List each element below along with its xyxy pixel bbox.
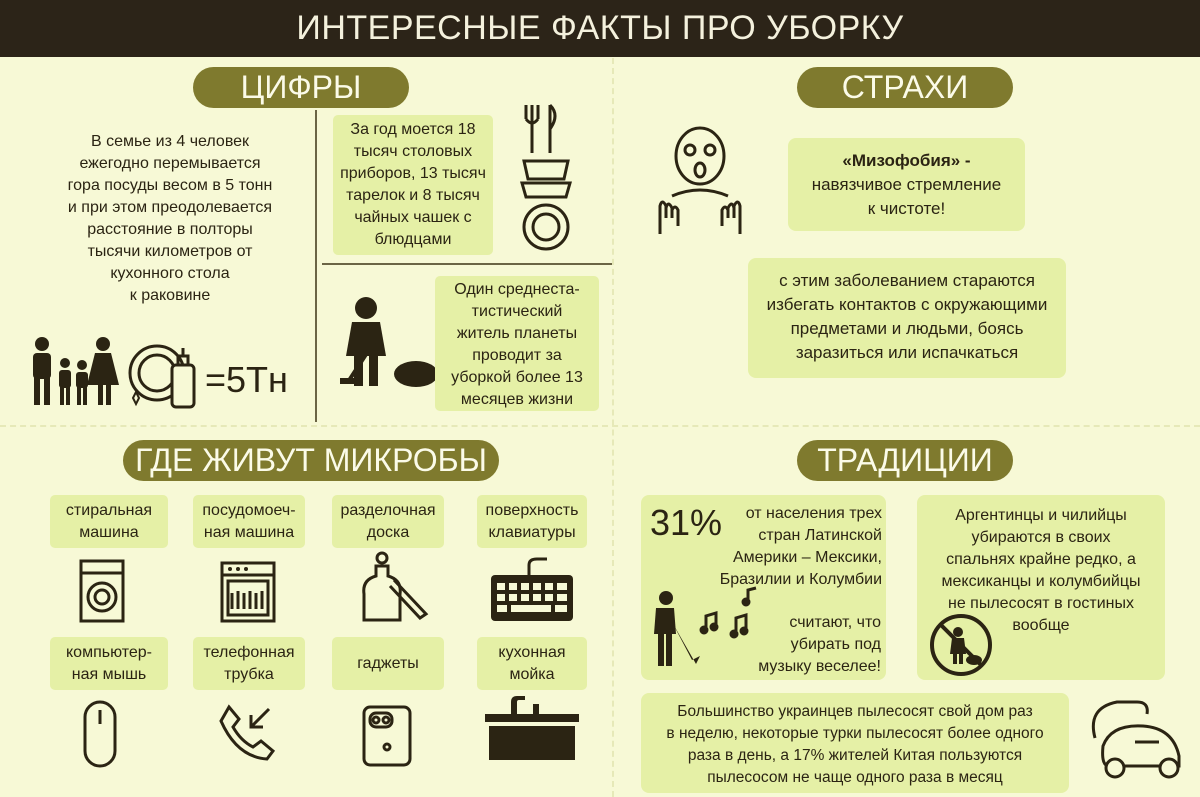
dishwasher-icon: [220, 561, 276, 623]
section-numbers-title: ЦИФРЫ: [193, 67, 409, 108]
phone-handset-icon: [219, 703, 279, 763]
section-microbes-title: ГДЕ ЖИВУТ МИКРОБЫ: [123, 440, 499, 481]
keyboard-icon: [489, 557, 575, 623]
dishes-stack-icon: [518, 103, 574, 255]
horizontal-divider: [0, 425, 1200, 427]
disease-fact-card: с этим заболеванием стараются избегать контактов с окружающими предметами и людьми, боясь заразиться или испачкаться: [748, 258, 1066, 378]
numbers-divider-horizontal: [322, 263, 612, 265]
music-cleaning-icon: [648, 588, 758, 674]
plate-detergent-icon: [125, 340, 200, 412]
microbe-label-phone: телефонная трубка: [193, 637, 305, 690]
cutting-board-icon: [360, 550, 430, 625]
music-fact-text: считают, что убирать под музыку веселее!: [758, 614, 881, 675]
microbe-label-keyboard: поверхность клавиатуры: [477, 495, 587, 548]
vertical-divider: [612, 58, 614, 797]
microbe-label-computer-mouse: компьютер- ная мышь: [50, 637, 168, 690]
microbe-label-washing-machine: стиральная машина: [50, 495, 168, 548]
computer-mouse-icon: [83, 700, 117, 768]
kitchen-sink-icon: [483, 696, 581, 762]
ukraine-fact-card: Большинство украинцев пылесосят свой дом раз в неделю, некоторые турки пылесосят более одного раза в день, а 17% жителей Китая пользуются пылесосом не чаще одного раза в месяц: [641, 693, 1069, 793]
family-icon: [28, 335, 124, 407]
microbe-label-cutting-board: разделочная доска: [332, 495, 444, 548]
section-fears-title: СТРАХИ: [797, 67, 1013, 108]
scared-person-icon: [652, 124, 748, 236]
smartphone-icon: [362, 705, 412, 767]
vacuum-cleaner-icon: [1085, 698, 1185, 780]
percent-fact-text: от населения трех стран Латинской Америки – Мексики, Бразилии и Колумбии: [719, 505, 882, 588]
argentina-card: Аргентинцы и чилийцы убираются в своих спальнях крайне редко, а мексиканцы и колумбийцы не пылесосят в гостиных вообще: [917, 495, 1165, 680]
microbe-label-dishwasher: посудомоеч- ная машина: [193, 495, 305, 548]
no-vacuuming-icon: [928, 612, 994, 678]
numbers-divider-vertical: [315, 110, 317, 422]
mysophobia-card: «Мизофобия» - навязчивое стремление к чистоте!: [788, 138, 1025, 231]
cleaning-fact-card: Один среднеста- тистический житель планеты проводит за уборкой более 13 месяцев жизни: [435, 276, 599, 411]
weight-value: =5Тн: [205, 359, 288, 400]
family-fact-text: В семье из 4 человек ежегодно перемывается гора посуды весом в 5 тонн и при этом преодолевается расстояние в полторы тысячи километров от кухонного стола к раковине: [67, 133, 273, 304]
person-vacuuming-icon: [338, 296, 448, 391]
page-title: ИНТЕРЕСНЫЕ ФАКТЫ ПРО УБОРКУ: [296, 9, 904, 47]
microbe-label-gadgets: гаджеты: [332, 637, 444, 690]
section-traditions-title: ТРАДИЦИИ: [797, 440, 1013, 481]
percent-value: 31%: [650, 502, 723, 543]
microbe-label-kitchen-sink: кухонная мойка: [477, 637, 587, 690]
washing-machine-icon: [79, 559, 125, 623]
dishes-fact-card: За год моется 18 тысяч столовых приборов, 13 тысяч тарелок и 8 тысяч чайных чашек с блюдцами: [333, 115, 493, 255]
mysophobia-term: «Мизофобия» -: [842, 151, 971, 170]
